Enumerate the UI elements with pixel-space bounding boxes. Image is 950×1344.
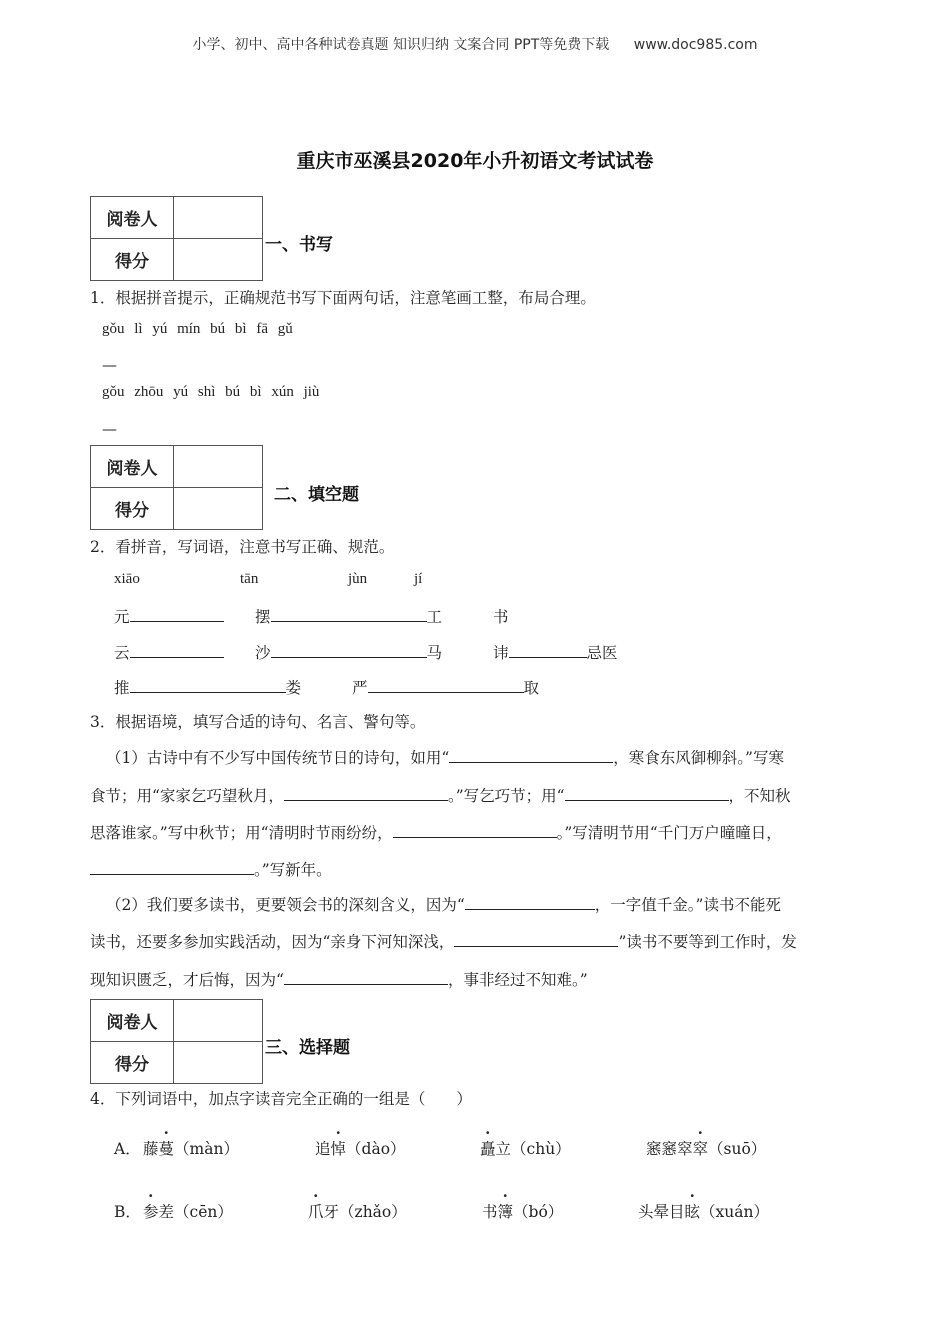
text-part: 现知识匮乏，才后悔，因为“ — [90, 971, 284, 989]
option-word — [143, 1200, 233, 1222]
option-word — [315, 1137, 406, 1159]
dotted-char: 矗 — [480, 1140, 496, 1158]
char: 牙 — [323, 1203, 340, 1221]
word-part: 书 — [493, 608, 509, 626]
pinyin-part: （dào） — [346, 1140, 406, 1158]
dotted-char: 眩 — [684, 1203, 701, 1221]
dotted-char: 爪 — [308, 1203, 324, 1221]
answer-blank[interactable] — [90, 873, 254, 875]
page-header — [0, 34, 950, 54]
answer-blank[interactable] — [130, 691, 286, 693]
header-site[interactable]: www.doc985.com — [633, 37, 758, 53]
paragraph-line — [106, 746, 784, 768]
word-part: 摆 — [255, 608, 271, 626]
dotted-char: 簿 — [497, 1203, 514, 1221]
word-part: 沙 — [255, 644, 271, 662]
paragraph-line — [106, 893, 781, 915]
word-row — [255, 605, 442, 627]
option-a-label[interactable]: A． — [114, 1140, 141, 1158]
word-part: 严 — [352, 679, 368, 697]
word-part: 忌医 — [586, 644, 618, 662]
word-row — [114, 605, 224, 627]
word-part: 取 — [523, 679, 540, 697]
word-part: 娄 — [285, 679, 302, 697]
header-text: 小学、初中、高中各种试卷真题 知识归纳 文案合同 PPT等免费下载 — [192, 37, 610, 53]
answer-blank[interactable] — [284, 799, 448, 801]
text-part: ，寒食东风御柳斜。”写寒 — [613, 749, 784, 767]
section-title: 二、填空题 — [274, 485, 359, 505]
text-part: ，一字值千金。”读书不能死 — [594, 896, 781, 914]
pinyin-part: （suō） — [708, 1140, 767, 1158]
word-part: 讳 — [493, 644, 509, 662]
score-label: 得分 — [91, 239, 174, 281]
dotted-char: 参 — [143, 1203, 159, 1221]
text-part: （1）古诗中有不少写中国传统节日的诗句，如用“ — [106, 749, 450, 767]
word-part: 元 — [114, 608, 130, 626]
word-row — [114, 676, 301, 698]
reviewer-cell[interactable] — [174, 446, 263, 488]
text-part: ，不知秋 — [728, 787, 791, 805]
pinyin-part: （chù） — [511, 1140, 571, 1158]
text-part: ”读书不要等到工作时，发 — [618, 933, 797, 951]
paragraph-line — [90, 968, 588, 990]
score-cell[interactable] — [174, 1042, 263, 1084]
word-row — [114, 641, 224, 663]
word-part: 马 — [426, 644, 443, 662]
reviewer-label: 阅卷人 — [91, 446, 174, 488]
option-word — [308, 1200, 407, 1222]
score-label: 得分 — [91, 1042, 174, 1084]
char: 书 — [482, 1203, 498, 1221]
pinyin-part: （màn） — [174, 1140, 239, 1158]
grader-table — [90, 445, 263, 530]
answer-blank[interactable] — [271, 656, 427, 658]
page-title: 重庆市巫溪县2020年小升初语文考试试卷 — [296, 150, 654, 172]
option-word — [143, 1137, 239, 1159]
reviewer-label: 阅卷人 — [91, 1000, 174, 1042]
char: 追 — [315, 1140, 331, 1158]
section-title: 三、选择题 — [265, 1038, 350, 1058]
pinyin-part: （bó） — [513, 1203, 564, 1221]
reviewer-cell[interactable] — [174, 197, 263, 239]
answer-blank[interactable] — [130, 656, 224, 658]
char: 差 — [158, 1203, 175, 1221]
question-2: 2．看拼音，写词语，注意书写正确、规范。 — [90, 538, 395, 556]
answer-blank[interactable] — [465, 908, 595, 910]
answer-blank[interactable] — [284, 983, 448, 985]
question-1: 1．根据拼音提示，正确规范书写下面两句话，注意笔画工整，布局合理。 — [90, 289, 596, 307]
pinyin-part: （xuán） — [700, 1203, 769, 1221]
option-word — [646, 1137, 766, 1159]
answer-blank[interactable] — [393, 836, 557, 838]
text-part: （2）我们要多读书，更要领会书的深刻含义，因为“ — [106, 896, 465, 914]
paragraph-line — [90, 858, 332, 880]
answer-line[interactable]: — — [102, 420, 117, 438]
dotted-char: 蔓 — [158, 1140, 175, 1158]
word-row — [255, 641, 442, 663]
answer-blank[interactable] — [368, 691, 524, 693]
text-part: ，事非经过不知难。” — [447, 971, 588, 989]
question-4: 4．下列词语中，加点字读音完全正确的一组是（ ） — [90, 1090, 472, 1108]
section-title: 一、书写 — [265, 235, 333, 255]
text-part: 。”写乞巧节；用“ — [447, 787, 565, 805]
word-part: 云 — [114, 644, 130, 662]
answer-blank[interactable] — [509, 656, 587, 658]
paragraph-line — [90, 930, 797, 952]
dotted-char: 窣 — [692, 1140, 709, 1158]
text-part: 。”写清明节用“千门万户曈曈日， — [556, 824, 782, 842]
answer-blank[interactable] — [454, 945, 618, 947]
text-part: 思落谁家。”写中秋节；用“清明时节雨纷纷， — [90, 824, 393, 842]
text-part: 。”写新年。 — [254, 861, 332, 879]
paragraph-line — [90, 821, 782, 843]
option-b-label[interactable]: B． — [114, 1203, 141, 1221]
answer-line[interactable]: — — [102, 356, 117, 374]
char: 头晕目 — [638, 1203, 685, 1221]
word-part: 推 — [114, 679, 130, 697]
pinyin-line: gǒu zhōu yú shì bú bì xún jiù — [102, 384, 320, 400]
reviewer-label: 阅卷人 — [91, 197, 174, 239]
pinyin-part: （zhǎo） — [339, 1203, 407, 1221]
pinyin: tān — [240, 571, 259, 587]
paragraph-line — [90, 784, 791, 806]
reviewer-cell[interactable] — [174, 1000, 263, 1042]
option-word — [480, 1137, 571, 1159]
word-row — [352, 676, 539, 698]
pinyin: xiāo — [114, 571, 140, 587]
answer-blank[interactable] — [565, 799, 729, 801]
option-word — [638, 1200, 769, 1222]
score-cell[interactable] — [174, 488, 263, 530]
pinyin-part: （cēn） — [174, 1203, 233, 1221]
score-label: 得分 — [91, 488, 174, 530]
char: 藤 — [143, 1140, 159, 1158]
text-part: 食节；用“家家乞巧望秋月， — [90, 787, 284, 805]
word-part: 工 — [426, 608, 443, 626]
answer-blank[interactable] — [449, 761, 613, 763]
answer-blank[interactable] — [130, 620, 224, 622]
text-part: 读书，还要多参加实践活动，因为“亲身下河知深浅， — [90, 933, 455, 951]
pinyin: jí — [414, 571, 423, 587]
grader-table — [90, 999, 263, 1084]
score-cell[interactable] — [174, 239, 263, 281]
answer-blank[interactable] — [271, 620, 427, 622]
char: 窸窸窣 — [646, 1140, 693, 1158]
word-row — [493, 641, 618, 663]
grader-table — [90, 196, 263, 281]
option-word — [482, 1200, 563, 1222]
char: 立 — [495, 1140, 512, 1158]
question-3: 3．根据语境，填写合适的诗句、名言、警句等。 — [90, 713, 426, 731]
dotted-char: 悼 — [330, 1140, 347, 1158]
pinyin-line: gǒu lì yú mín bú bì fā gǔ — [102, 321, 293, 337]
pinyin: jùn — [348, 571, 368, 587]
